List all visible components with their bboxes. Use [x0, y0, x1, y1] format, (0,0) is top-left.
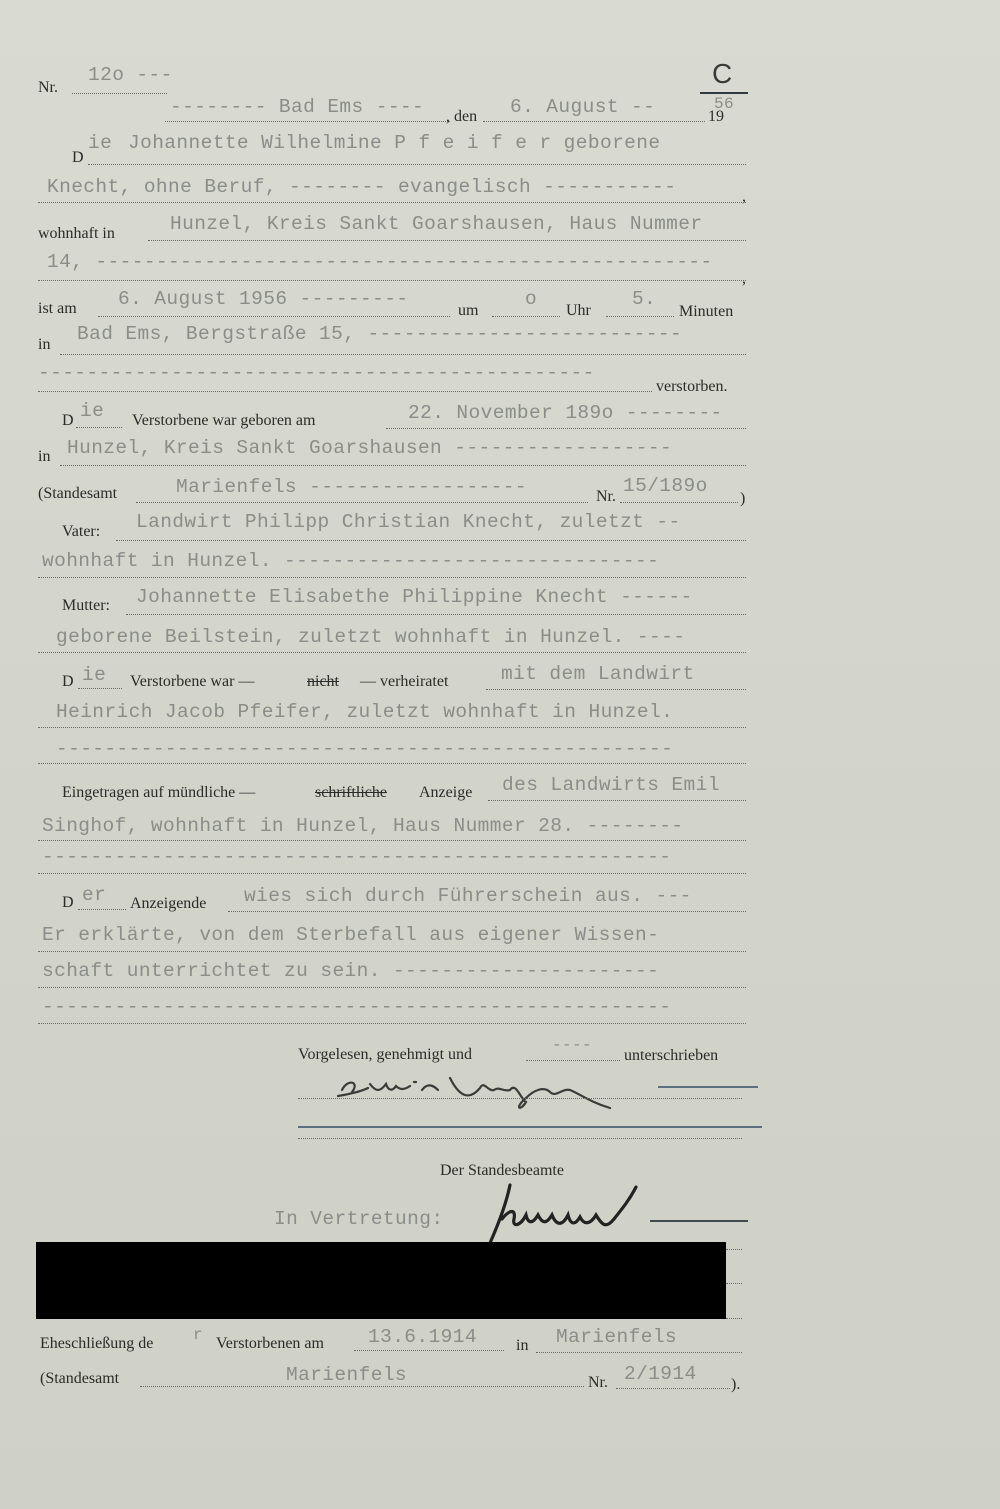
- marriage-label-b: — verheiratet: [360, 673, 449, 690]
- ist-am-label: ist am: [38, 300, 77, 317]
- mutter-line2: geborene Beilstein, zuletzt wohnhaft in Hunzel. ----: [56, 626, 686, 648]
- registration-line1: des Landwirts Emil: [502, 774, 720, 796]
- wohnhaft-comma: ,: [742, 270, 746, 287]
- marriage-value-line1: mit dem Landwirt: [501, 663, 695, 685]
- birth-d-prefix: D: [62, 412, 74, 429]
- hour-dotline: [492, 316, 560, 317]
- deceased-d-suffix: ie: [88, 132, 113, 154]
- birth-close-paren: ): [740, 490, 746, 507]
- death-date: 6. August 1956 ---------: [118, 288, 409, 310]
- informant-d-prefix: D: [62, 894, 74, 911]
- death-place-cont: ----------------------------------------------: [38, 362, 595, 384]
- death-minutes: 5.: [632, 288, 657, 310]
- marriage-value-line3: ---------------------------------------------------: [56, 738, 674, 760]
- informant-d-dotline: [78, 909, 126, 910]
- death-place-cont-dotline: [38, 391, 652, 392]
- birth-label: Verstorbene war geboren am: [132, 412, 316, 429]
- marriage-record-standesamt-value: Marienfels: [286, 1364, 408, 1386]
- vater-line1-dotline: [116, 540, 746, 541]
- informant-d-suffix: er: [82, 884, 107, 906]
- informant-line1: wies sich durch Führerschein aus. ---: [244, 885, 692, 907]
- registration-line1-dotline: [488, 800, 746, 801]
- deceased-line2: Knecht, ohne Beruf, -------- evangelisch -----------: [47, 176, 677, 198]
- registration-label-a: Eingetragen auf mündliche —: [62, 784, 256, 801]
- birth-nr-value: 15/189o: [623, 475, 708, 497]
- informant-line4-dotline: [38, 1023, 746, 1024]
- death-place: Bad Ems, Bergstraße 15, --------------------------: [77, 323, 683, 345]
- death-place-dotline: [60, 354, 746, 355]
- informant-line2-dotline: [38, 951, 746, 952]
- marriage-record-label-a: Eheschließung de: [40, 1335, 154, 1352]
- informant-line3-dotline: [38, 987, 746, 988]
- wohnhaft-label: wohnhaft in: [38, 225, 115, 242]
- birth-in-label: in: [38, 448, 51, 465]
- register-letter: C: [712, 58, 733, 89]
- marriage-label-a: Verstorbene war —: [130, 673, 255, 690]
- marriage-d-suffix: ie: [82, 664, 107, 686]
- registration-line2-dotline: [38, 840, 746, 841]
- nr-value: 12o ---: [88, 64, 173, 86]
- marriage-record-label-b: Verstorbenen am: [216, 1335, 324, 1352]
- standesbeamte-label: Der Standesbeamte: [440, 1162, 564, 1179]
- marriage-record-close: ).: [731, 1376, 741, 1393]
- year-suffix: 56: [714, 95, 735, 113]
- vater-line2-dotline: [38, 577, 746, 578]
- marriage-record-place-dotline: [536, 1352, 742, 1353]
- marriage-record-standesamt-label: (Standesamt: [40, 1370, 120, 1387]
- marriage-record-nr-dotline: [616, 1388, 730, 1389]
- birth-date-dotline: [386, 428, 746, 429]
- name-dotline: [88, 164, 746, 165]
- registrar-signature: [480, 1175, 660, 1250]
- vertretung-text: In Vertretung:: [274, 1208, 444, 1230]
- marriage-d-dotline: [78, 688, 122, 689]
- birth-standesamt-label: (Standesamt: [38, 485, 118, 502]
- birth-d-suffix: ie: [80, 400, 105, 422]
- den-label: , den: [446, 108, 478, 125]
- mutter-line1-dotline: [126, 614, 746, 615]
- marriage-d-prefix: D: [62, 673, 74, 690]
- place-value: -------- Bad Ems ----: [170, 96, 425, 118]
- unterschrieben-label: unterschrieben: [624, 1047, 719, 1064]
- line2-dotline: [38, 202, 746, 203]
- place-dotline: [165, 121, 450, 122]
- uhr-label: Uhr: [566, 302, 591, 319]
- wohnhaft-value: Hunzel, Kreis Sankt Goarshausen, Haus Nummer: [170, 213, 703, 235]
- verstorben-label: verstorben.: [656, 378, 728, 395]
- marriage-record-nr-label: Nr.: [588, 1374, 608, 1391]
- vorgelesen-dotline: [526, 1060, 620, 1061]
- registrar-signature-line: [650, 1220, 748, 1222]
- date-dotline: [483, 121, 705, 122]
- birth-nr-dotline: [620, 502, 738, 503]
- registration-struck-schriftliche: schriftliche: [315, 784, 387, 801]
- informant-label: Anzeigende: [130, 895, 207, 912]
- registration-line2: Singhof, wohnhaft in Hunzel, Haus Nummer 28. --------: [42, 815, 684, 837]
- mutter-line2-dotline: [38, 652, 746, 653]
- registration-line3: ----------------------------------------------------: [42, 846, 672, 868]
- wohnhaft-cont: 14, ---------------------------------------------------: [47, 251, 713, 273]
- nr-dotline: [72, 93, 167, 94]
- um-label: um: [458, 302, 479, 319]
- vater-line1: Landwirt Philipp Christian Knecht, zuletzt --: [136, 511, 681, 533]
- signature2-line: [298, 1126, 762, 1128]
- registration-line3-dotline: [38, 873, 746, 874]
- informant-line4: ----------------------------------------------------: [42, 996, 672, 1018]
- deceased-name: Johannette Wilhelmine P f e i f e r geborene: [128, 132, 661, 154]
- marriage-record-label-sup: r: [193, 1326, 204, 1344]
- vorgelesen-blank: ----: [552, 1036, 593, 1054]
- vater-label: Vater:: [62, 523, 101, 540]
- wohnhaft-dotline: [148, 240, 746, 241]
- minuten-label: Minuten: [679, 303, 734, 320]
- minutes-dotline: [606, 316, 674, 317]
- birth-place-dotline: [60, 465, 746, 466]
- birth-date: 22. November 189o --------: [408, 402, 723, 424]
- marriage-record-standesamt-dotline: [140, 1386, 584, 1387]
- vorgelesen-label: Vorgelesen, genehmigt und: [298, 1046, 473, 1063]
- redaction-block: [36, 1242, 726, 1319]
- signature1-dotline: [298, 1098, 742, 1099]
- wohnhaft-cont-dotline: [38, 280, 746, 281]
- marriage-record-date-dotline: [354, 1350, 504, 1351]
- birth-d-dotline: [76, 427, 122, 428]
- informant-line3: schaft unterrichtet zu sein. ----------------------: [42, 960, 660, 982]
- informant-line1-dotline: [228, 911, 746, 912]
- informant-line2: Er erklärte, von dem Sterbefall aus eigener Wissen-: [42, 924, 660, 946]
- redact-edge-dotline-2: [726, 1283, 742, 1284]
- marriage-record-date: 13.6.1914: [368, 1326, 477, 1348]
- marriage-record-in-label: in: [516, 1337, 529, 1354]
- birth-standesamt-dotline: [136, 502, 588, 503]
- mutter-line1: Johannette Elisabethe Philippine Knecht ------: [136, 586, 693, 608]
- birth-standesamt-value: Marienfels ------------------: [176, 476, 527, 498]
- vater-line2: wohnhaft in Hunzel. -------------------------------: [42, 550, 660, 572]
- line2-comma: ,: [742, 188, 746, 205]
- year-prefix: 19: [708, 108, 724, 125]
- date-value: 6. August --: [510, 96, 656, 118]
- death-hour: o: [525, 288, 538, 310]
- marriage-line3-dotline: [38, 763, 746, 764]
- birth-nr-label: Nr.: [596, 488, 616, 505]
- marriage-record-nr-value: 2/1914: [624, 1363, 697, 1385]
- signature2-dotline: [298, 1138, 742, 1139]
- birth-place: Hunzel, Kreis Sankt Goarshausen ------------------: [67, 437, 673, 459]
- death-in-label: in: [38, 336, 51, 353]
- death-date-dotline: [98, 316, 450, 317]
- registration-label-b: Anzeige: [419, 784, 473, 801]
- register-underline: [700, 92, 748, 94]
- redact-edge-dotline-1: [726, 1249, 742, 1250]
- redact-edge-dotline-3: [726, 1318, 742, 1319]
- signature1-tail-line: [658, 1086, 758, 1088]
- marriage-line1-dotline: [486, 689, 746, 690]
- marriage-record-place: Marienfels: [556, 1326, 678, 1348]
- nr-label: Nr.: [38, 79, 58, 96]
- marriage-value-line2: Heinrich Jacob Pfeifer, zuletzt wohnhaft in Hunzel.: [56, 701, 674, 723]
- mutter-label: Mutter:: [62, 597, 110, 614]
- marriage-line2-dotline: [38, 727, 746, 728]
- deceased-d-prefix: D: [72, 149, 84, 166]
- marriage-struck-nicht: nicht: [307, 673, 339, 690]
